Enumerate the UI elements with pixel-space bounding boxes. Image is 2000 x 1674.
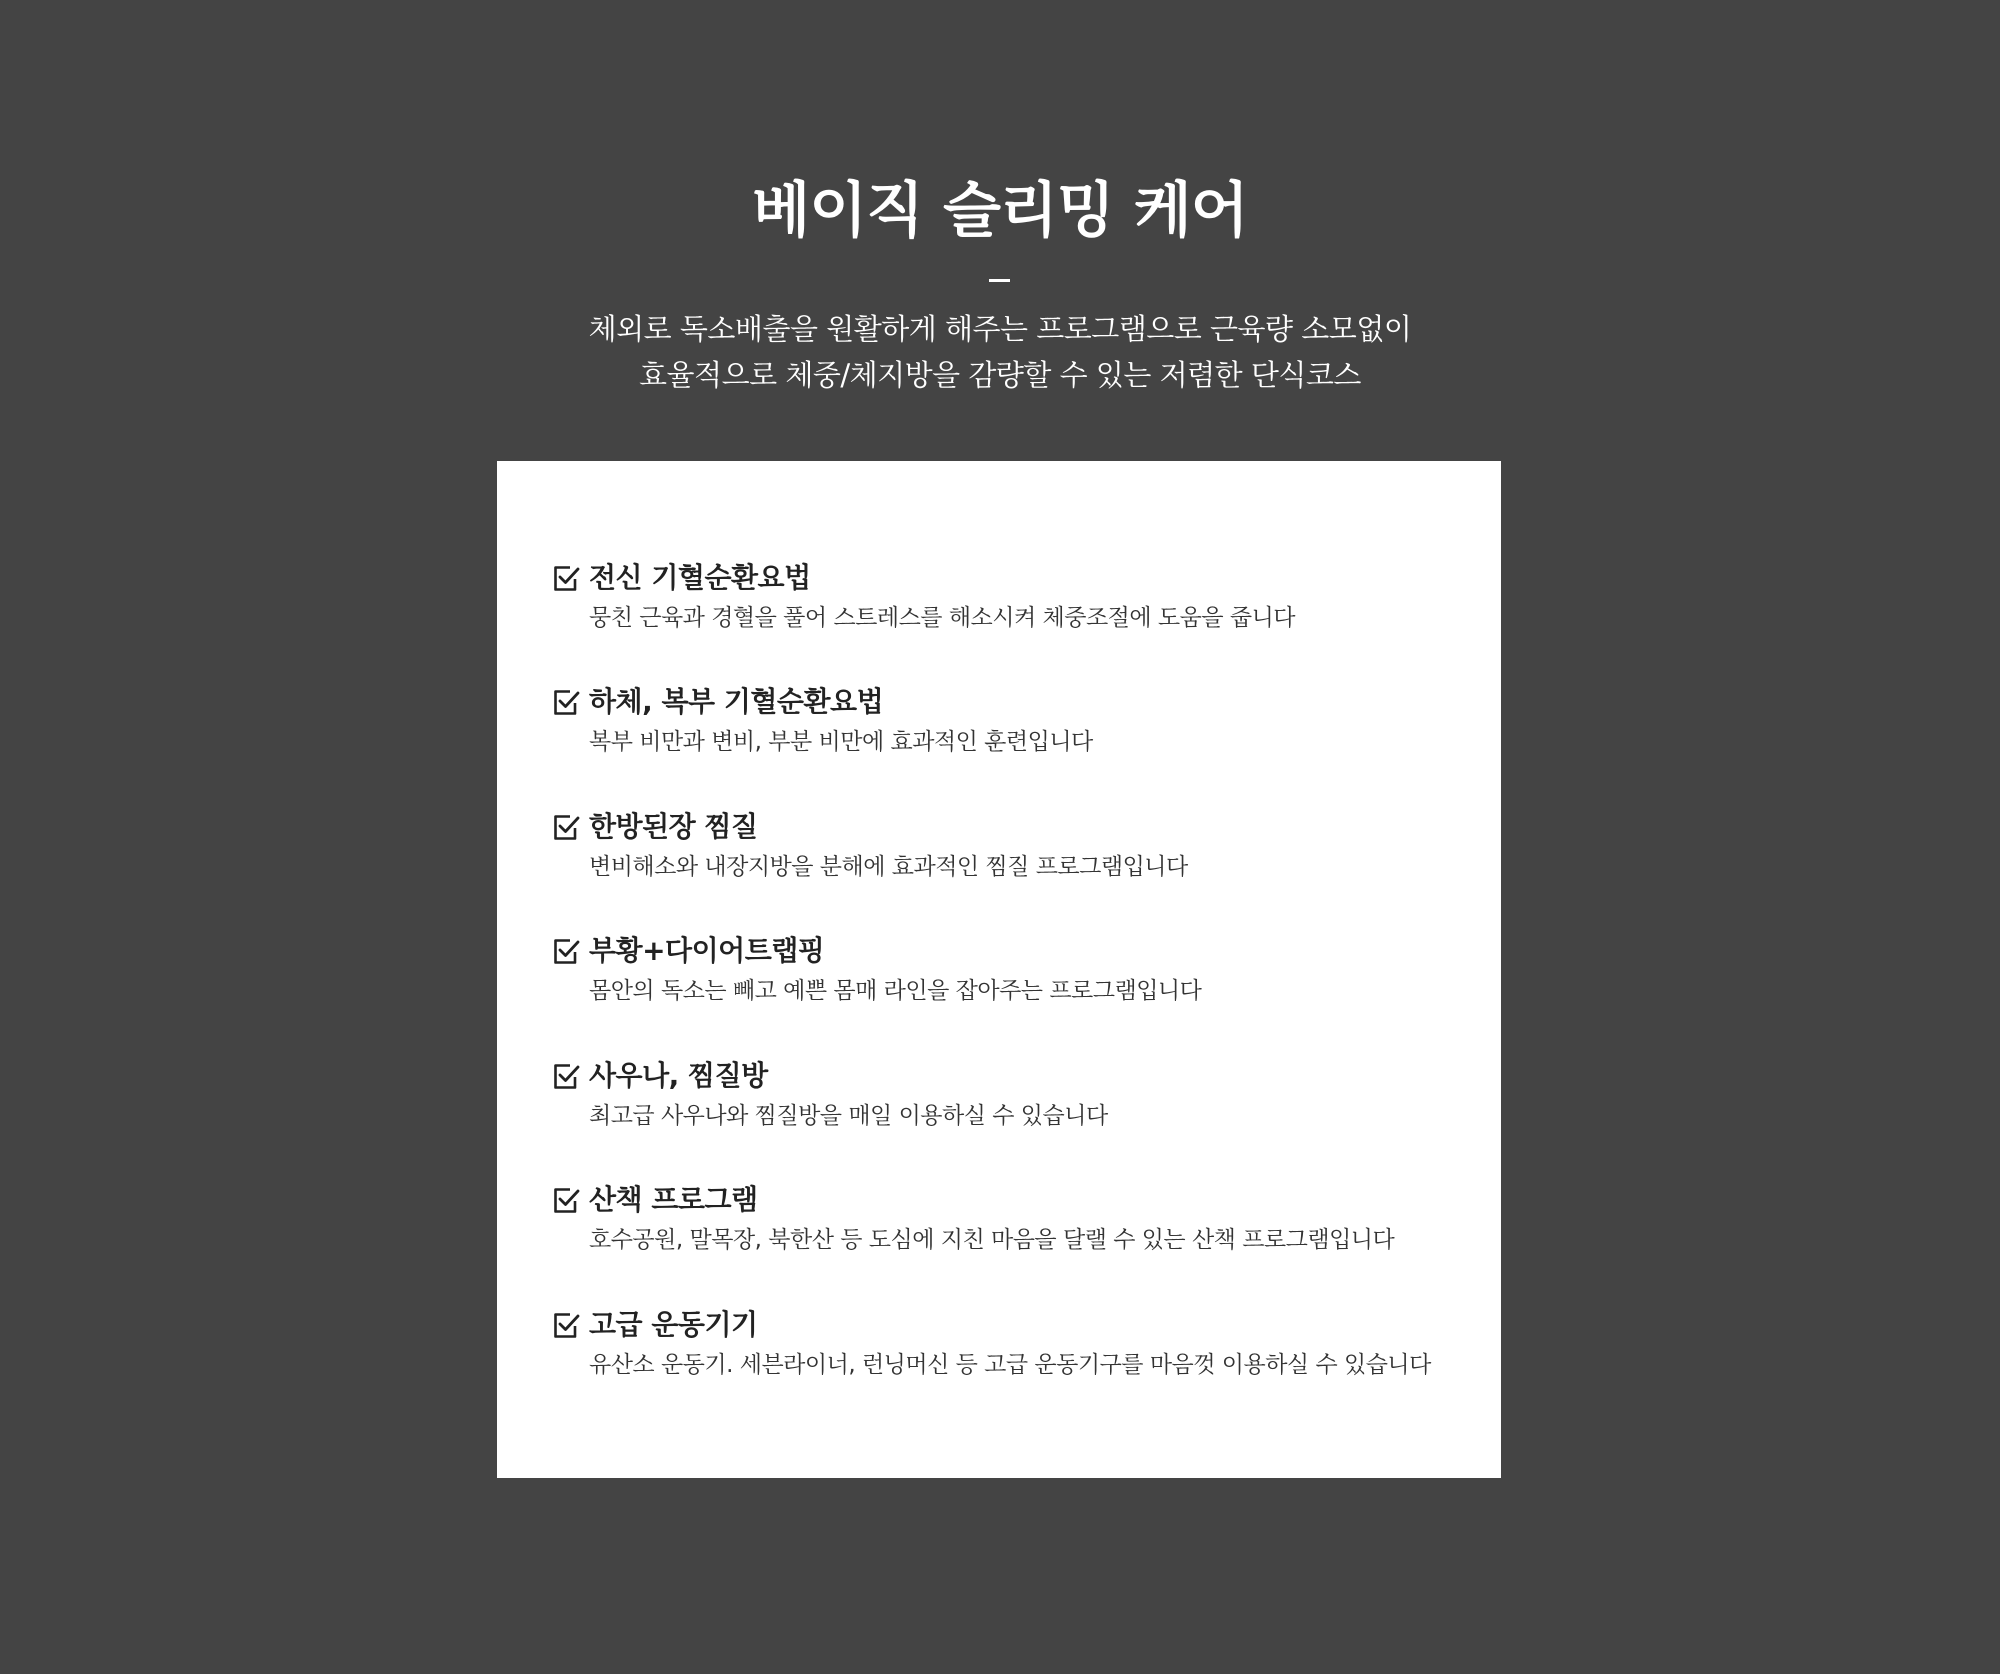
checkbox-checked-icon [553,1063,580,1090]
feature-title: 사우나, 찜질방 [589,1059,768,1092]
feature-item [553,1175,1473,1265]
feature-description: 최고급 사우나와 찜질방을 매일 이용하실 수 있습니다 [589,1103,1108,1129]
feature-title: 부황+다이어트랩핑 [589,934,825,967]
checkbox-checked-icon [553,689,580,716]
subtitle-line-2: 효율적으로 체중/체지방을 감량할 수 있는 저렴한 단식코스 [639,358,1361,392]
feature-title: 고급 운동기기 [589,1308,758,1341]
feature-item [553,1051,1473,1141]
checkbox-checked-icon [553,1312,580,1339]
title-divider [989,279,1010,282]
feature-title: 전신 기혈순환요법 [589,561,811,594]
feature-item [553,802,1473,892]
feature-item [553,553,1473,643]
feature-description: 뭉친 근육과 경혈을 풀어 스트레스를 해소시켜 체중조절에 도움을 줍니다 [589,605,1296,631]
feature-description: 복부 비만과 변비, 부분 비만에 효과적인 훈련입니다 [589,729,1093,755]
checkbox-checked-icon [553,938,580,965]
checkbox-checked-icon [553,1187,580,1214]
checkbox-checked-icon [553,814,580,841]
feature-item [553,926,1473,1016]
feature-item [553,677,1473,767]
page-title: 베이직 슬리밍 케어 [752,176,1248,246]
checkbox-checked-icon [553,565,580,592]
feature-title: 하체, 복부 기혈순환요법 [589,685,884,718]
feature-description: 몸안의 독소는 빼고 예쁜 몸매 라인을 잡아주는 프로그램입니다 [589,978,1202,1004]
feature-title: 한방된장 찜질 [589,810,758,843]
feature-description: 변비해소와 내장지방을 분해에 효과적인 찜질 프로그램입니다 [589,854,1188,880]
feature-description: 호수공원, 말목장, 북한산 등 도심에 지친 마음을 달랠 수 있는 산책 프로그램입니다 [589,1227,1395,1253]
feature-description: 유산소 운동기. 세븐라이너, 런닝머신 등 고급 운동기구를 마음껏 이용하실 수 있습니다 [589,1352,1431,1378]
feature-item [553,1300,1473,1390]
subtitle-line-1: 체외로 독소배출을 원활하게 해주는 프로그램으로 근육량 소모없이 [588,312,1412,346]
feature-title: 산책 프로그램 [589,1183,758,1216]
features-card [497,461,1501,1478]
